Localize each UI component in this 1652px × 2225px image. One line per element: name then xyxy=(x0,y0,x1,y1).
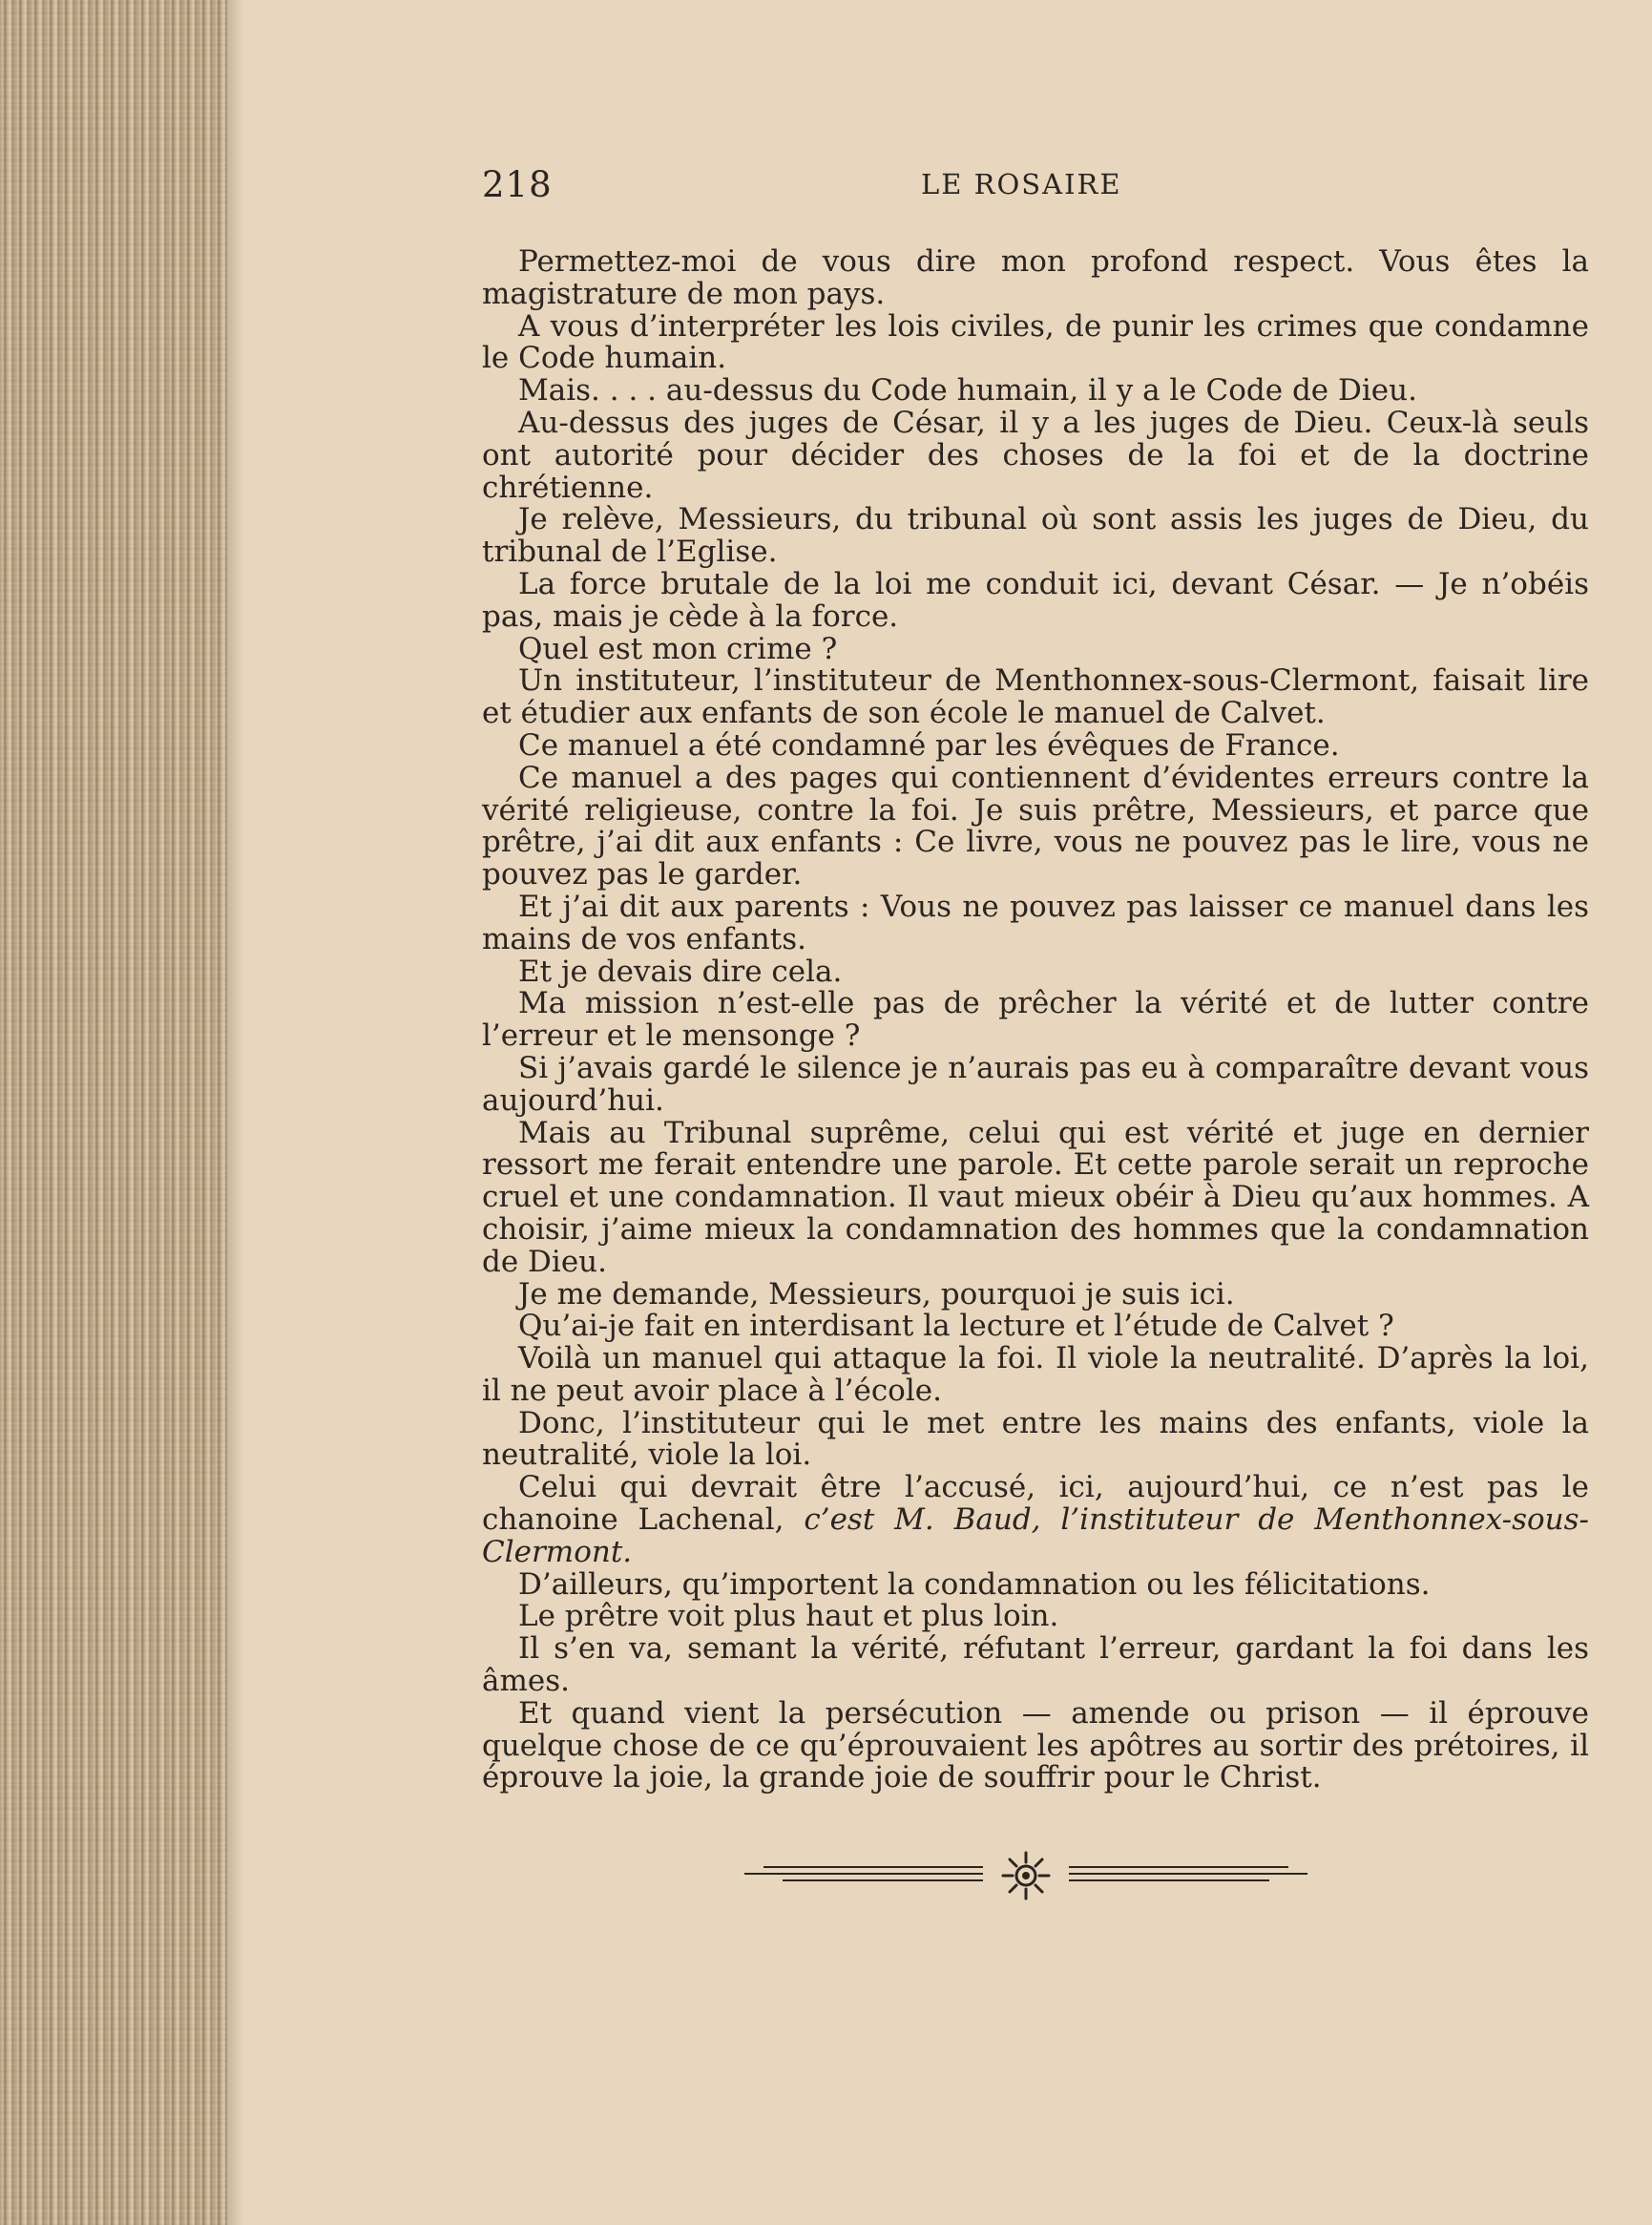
accused-italic-text: c’est M. Baud, l’instituteur de Menthonnex-sous-Clermont. xyxy=(482,1502,1590,1569)
paragraph: A vous d’interpréter les lois civiles, de punir les crimes que condamne le Code humain. xyxy=(482,308,1589,376)
paragraph: Ce manuel a des pages qui contiennent d’évidentes erreurs contre la vérité religieuse, contre la foi. Je suis prêtre, Messieurs, et parce que prêtre, j’ai dit aux enfants : Ce livre, vous ne pouvez pas le lire, vous ne pouvez pas le garder. xyxy=(482,760,1589,892)
paragraph: Voilà un manuel qui attaque la foi. Il viole la neutralité. D’après la loi, il ne peut avoir place à l’école. xyxy=(482,1341,1589,1408)
paragraph: Qu’ai-je fait en interdisant la lecture et l’étude de Calvet ? xyxy=(518,1309,1394,1344)
paragraph: Ma mission n’est-elle pas de prêcher la vérité et de lutter contre l’erreur et le mensonge ? xyxy=(482,986,1589,1054)
ornament-rule-left xyxy=(744,1866,983,1883)
end-ornament xyxy=(744,1850,1307,1901)
paragraph: Si j’avais gardé le silence je n’aurais pas eu à comparaître devant vous aujourd’hui. xyxy=(482,1050,1589,1118)
sunburst-ornament-icon xyxy=(1000,1850,1052,1901)
book-title: LE ROSAIRE xyxy=(921,168,1122,200)
paragraph: Un instituteur, l’instituteur de Menthonnex-sous-Clermont, faisait lire et étudier aux enfants de son école le manuel de Calvet. xyxy=(482,663,1589,731)
accused-lead-text: Celui qui devrait être l’accusé, ici, aujourd’hui, ce n’est pas le chanoine Lachenal, xyxy=(482,1470,1589,1538)
paragraph: La force brutale de la loi me conduit ici, devant César. — Je n’obéis pas, mais je cède à la force. xyxy=(482,566,1589,634)
paragraph: Au-dessus des juges de César, il y a les juges de Dieu. Ceux-là seuls ont autorité pour décider des choses de la foi et de la doctrine chrétienne. xyxy=(482,405,1589,505)
paragraph: Mais. . . . au-dessus du Code humain, il y a le Code de Dieu. xyxy=(518,373,1417,409)
paragraph: Je me demande, Messieurs, pourquoi je suis ici. xyxy=(518,1276,1235,1312)
paragraph: Le prêtre voit plus haut et plus loin. xyxy=(518,1599,1059,1634)
paragraph: Et je devais dire cela. xyxy=(518,954,843,989)
ornament-rule-right xyxy=(1069,1866,1307,1883)
body-text xyxy=(482,246,1589,1795)
running-head xyxy=(482,164,1589,212)
paragraph: D’ailleurs, qu’importent la condamnation ou les félicitations. xyxy=(518,1566,1431,1602)
paragraph: Et quand vient la persécution — amende ou prison — il éprouve quelque chose de ce qu’éprouvaient les apôtres au sortir des prétoires, il éprouve la joie, la grande joie de souffrir pour le Christ. xyxy=(482,1695,1589,1795)
page-number: 218 xyxy=(482,164,553,205)
paragraph: Donc, l’instituteur qui le met entre les mains des enfants, viole la neutralité, viole la loi. xyxy=(482,1405,1589,1473)
gutter-shadow xyxy=(227,0,244,2225)
paragraph: Permettez-moi de vous dire mon profond respect. Vous êtes la magistrature de mon pays. xyxy=(482,244,1589,311)
accused-paragraph xyxy=(482,1472,1589,1568)
page-edge-texture xyxy=(0,0,227,2225)
paragraph: Quel est mon crime ? xyxy=(518,631,838,666)
paragraph: Il s’en va, semant la vérité, réfutant l’erreur, gardant la foi dans les âmes. xyxy=(482,1631,1589,1699)
paragraph: Je relève, Messieurs, du tribunal où sont assis les juges de Dieu, du tribunal de l’Eglise. xyxy=(482,502,1589,570)
paragraph: Et j’ai dit aux parents : Vous ne pouvez pas laisser ce manuel dans les mains de vos enfants. xyxy=(482,889,1589,956)
paragraph: Ce manuel a été condamné par les évêques de France. xyxy=(518,727,1340,763)
paragraph: Mais au Tribunal suprême, celui qui est vérité et juge en dernier ressort me ferait entendre une parole. Et cette parole serait un reproche cruel et une condamnation. Il vaut mieux obéir à Dieu qu’aux hommes. A choisir, j’aime mieux la condamnation des hommes que la condamnation de Dieu. xyxy=(482,1115,1589,1279)
